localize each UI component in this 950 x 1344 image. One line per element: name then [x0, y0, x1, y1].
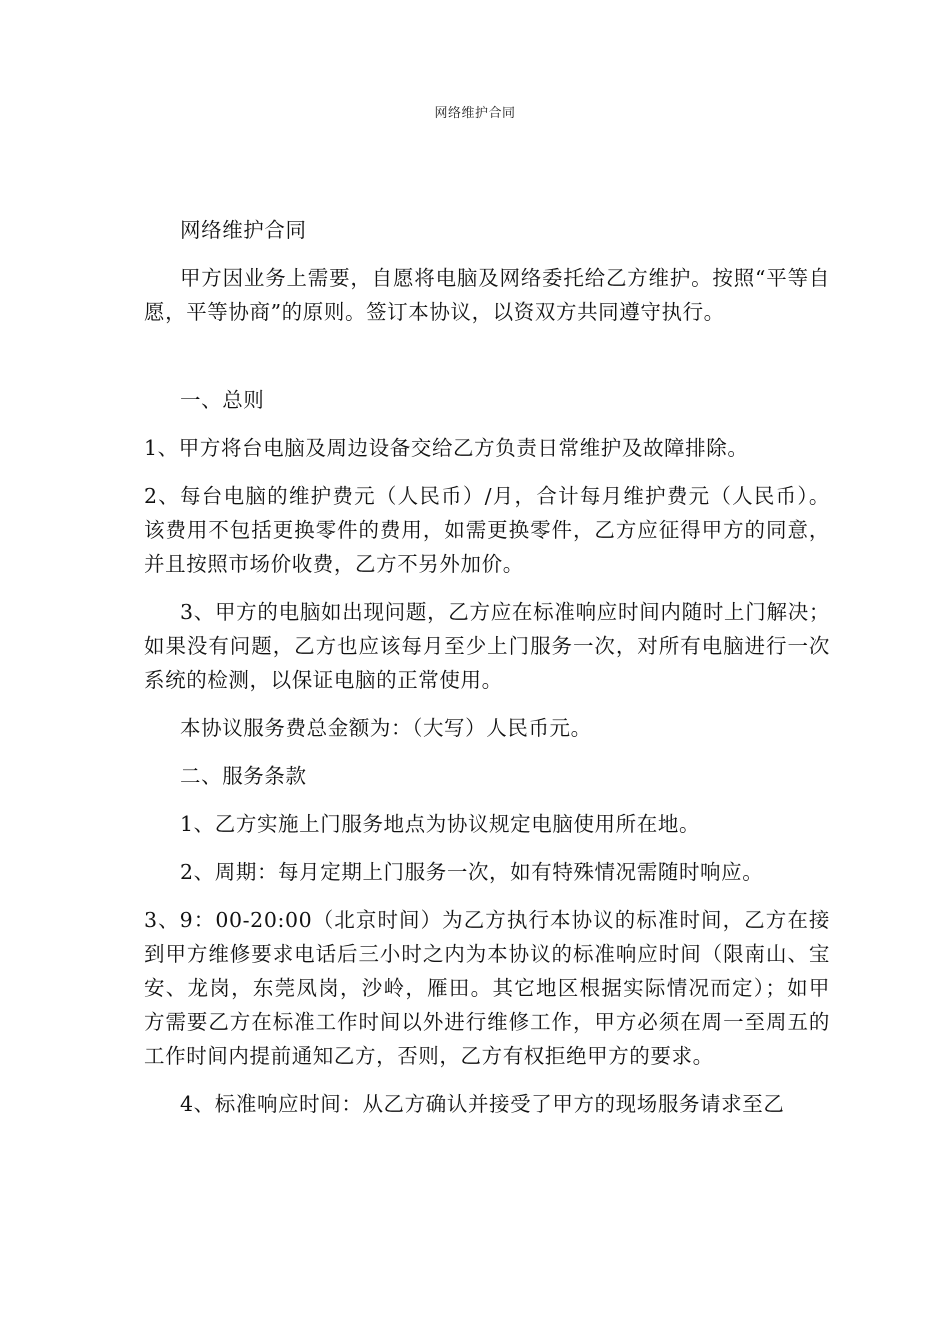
general-clause-3: 3、甲方的电脑如出现问题，乙方应在标准响应时间内随时上门解决；如果没有问题，乙方也应该每月至少上门服务一次，对所有电脑进行一次系统的检测，以保证电脑的正常使用。	[144, 600, 830, 692]
service-clause-1: 1、乙方实施上门服务地点为协议规定电脑使用所在地。	[180, 812, 701, 836]
document-title: 网络维护合同	[180, 218, 307, 242]
intro-paragraph: 甲方因业务上需要，自愿将电脑及网络委托给乙方维护。按照“平等自愿，平等协商”的原则。签订本协议，以资双方共同遵守执行。	[144, 266, 830, 324]
general-clause-2: 2、每台电脑的维护费元（人民币）/月，合计每月维护费元（人民币）。该费用不包括更换零件的费用，如需更换零件，乙方应征得甲方的同意，并且按照市场价收费，乙方不另外加价。	[144, 484, 830, 576]
document-body	[144, 213, 830, 1135]
general-clause-1: 1、甲方将台电脑及周边设备交给乙方负责日常维护及故障排除。	[144, 436, 749, 460]
running-header: 网络维护合同	[434, 106, 516, 121]
service-clause-2: 2、周期：每月定期上门服务一次，如有特殊情况需随时响应。	[180, 860, 764, 884]
section-heading-service-terms: 二、服务条款	[180, 764, 307, 788]
section-heading-general: 一、总则	[180, 388, 265, 412]
service-clause-3: 3、9：00-20:00（北京时间）为乙方执行本协议的标准时间，乙方在接到甲方维修要求电话后三小时之内为本协议的标准响应时间（限南山、宝安、龙岗，东莞凤岗，沙岭，雁田。其它地区根据实际情况而定）；如甲方需要乙方在标准工作时间以外进行维修工作，甲方必须在周一至周五的工作时间内提前通知乙方，否则，乙方有权拒绝甲方的要求。	[144, 908, 830, 1068]
service-clause-4: 4、标准响应时间：从乙方确认并接受了甲方的现场服务请求至乙	[180, 1092, 785, 1116]
total-fee-clause: 本协议服务费总金额为：（大写）人民币元。	[180, 716, 592, 740]
